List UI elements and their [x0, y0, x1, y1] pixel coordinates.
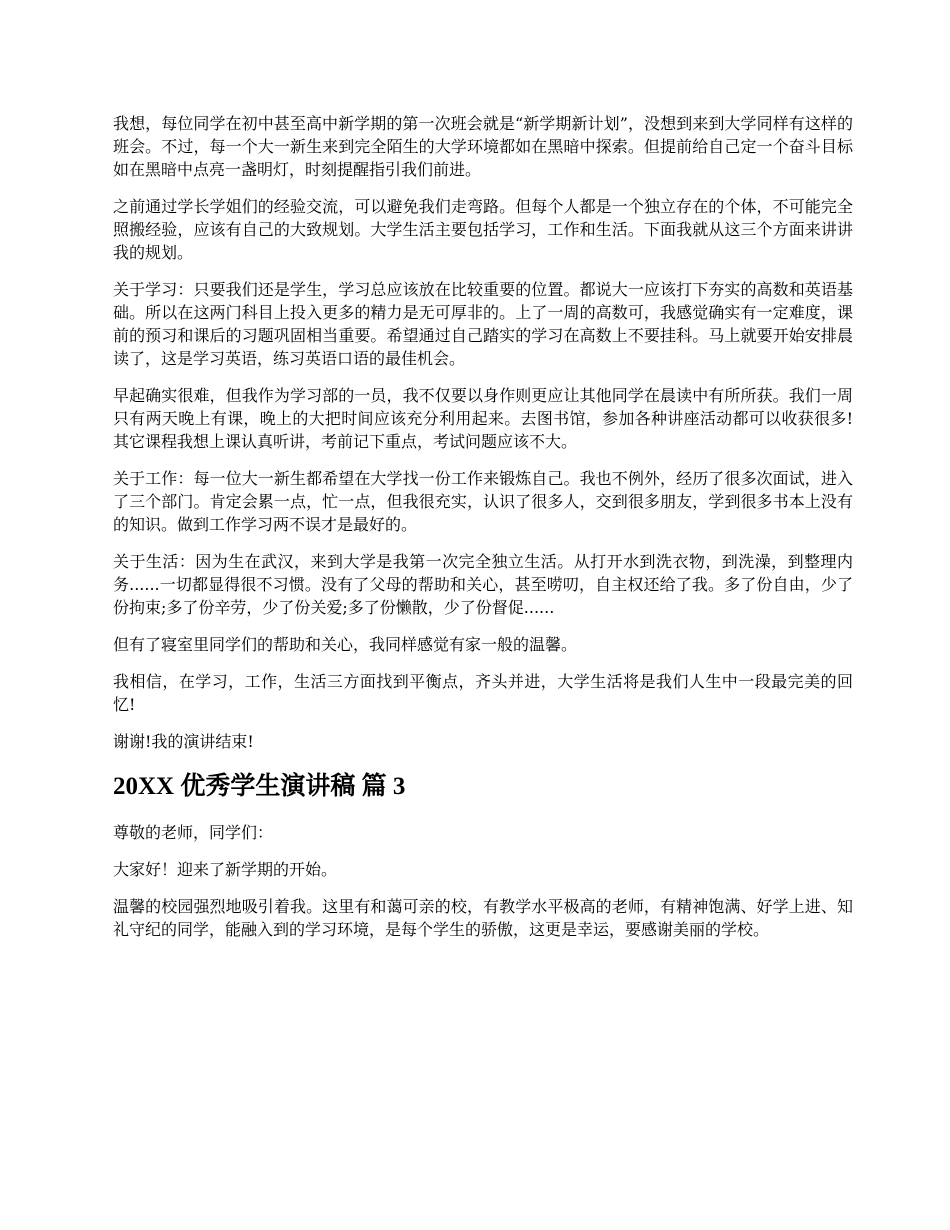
paragraph-experience: 之前通过学长学姐们的经验交流，可以避免我们走弯路。但每个人都是一个独立存在的个体，不可能完全照搬经验，应该有自己的大致规划。大学生活主要包括学习，工作和生活。下面我就从这三个方面来讲讲我的规划。: [113, 197, 853, 262]
paragraph-life: 关于生活：因为生在武汉，来到大学是我第一次完全独立生活。从打开水到洗衣物，到洗澡，到整理内务......一切都显得很不习惯。没有了父母的帮助和关心，甚至唠叨，自主权还给了我。多了份自由，少了份拘束;多了份辛劳，少了份关爱;多了份懒散，少了份督促......: [113, 552, 853, 617]
paragraph-thanks: 谢谢!我的演讲结束!: [113, 732, 254, 751]
paragraph-morning-reading: 早起确实很难，但我作为学习部的一员，我不仅要以身作则更应让其他同学在晨读中有所所获。我们一周只有两天晚上有课，晚上的大把时间应该充分利用起来。去图书馆，参加各种讲座活动都可以收获很多!其它课程我想上课认真听讲，考前记下重点，考试问题应该不大。: [113, 386, 853, 451]
paragraph-salutation: 尊敬的老师，同学们：: [113, 823, 274, 842]
document-page: [113, 112, 853, 955]
section-heading: 20XX 优秀学生演讲稿 篇 3: [113, 773, 406, 800]
paragraph-campus: 温馨的校园强烈地吸引着我。这里有和蔼可亲的校，有教学水平极高的老师，有精神饱满、好学上进、知礼守纪的同学，能融入到的学习环境，是每个学生的骄傲，这更是幸运，要感谢美丽的学校。: [113, 897, 853, 939]
paragraph-dorm: 但有了寝室里同学们的帮助和关心，我同样感觉有家一般的温馨。: [113, 635, 578, 654]
paragraph-intro: 我想，每位同学在初中甚至高中新学期的第一次班会就是“新学期新计划”，没想到来到大学同样有这样的班会。不过，每一个大一新生来到完全陌生的大学环境都如在黑暗中探索。但提前给自己定一个奋斗目标如在黑暗中点亮一盏明灯，时刻提醒指引我们前进。: [113, 114, 853, 179]
paragraph-greeting: 大家好！迎来了新学期的开始。: [113, 860, 338, 879]
paragraph-work: 关于工作：每一位大一新生都希望在大学找一份工作来锻炼自己。我也不例外，经历了很多次面试，进入了三个部门。肯定会累一点，忙一点，但我很充实，认识了很多人，交到很多朋友，学到很多书本上没有的知识。做到工作学习两不误才是最好的。: [113, 469, 853, 534]
paragraph-study: 关于学习：只要我们还是学生，学习总应该放在比较重要的位置。都说大一应该打下夯实的高数和英语基础。所以在这两门科目上投入更多的精力是无可厚非的。上了一周的高数可，我感觉确实有一定难度，课前的预习和课后的习题巩固相当重要。希望通过自己踏实的学习在高数上不要挂科。马上就要开始安排晨读了，这是学习英语，练习英语口语的最佳机会。: [113, 280, 853, 368]
paragraph-belief: 我相信，在学习，工作，生活三方面找到平衡点，齐头并进，大学生活将是我们人生中一段最完美的回忆!: [113, 672, 853, 714]
